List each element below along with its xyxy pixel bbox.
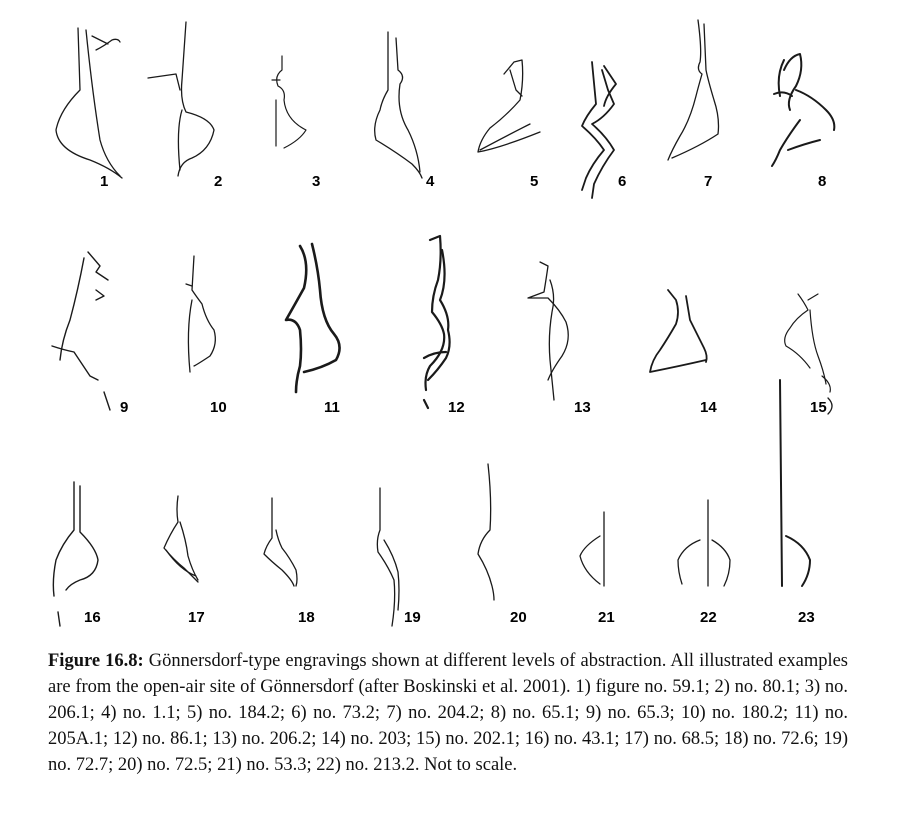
engraving-15 [785,294,831,392]
engraving-5 [478,60,540,152]
engraving-label: 4 [426,173,435,190]
engraving-label: 20 [510,609,527,626]
engraving-20 [478,464,494,600]
engraving-label: 21 [598,609,615,626]
engraving-label: 22 [700,609,717,626]
engraving-label: 1 [100,173,109,190]
engraving-19 [377,488,399,626]
engraving-17 [164,496,198,582]
engraving-7 [668,20,719,160]
engraving-label: 6 [618,173,627,190]
engraving-12 [424,236,450,408]
engraving-label: 8 [818,173,827,190]
engraving-label: 23 [798,609,815,626]
engraving-label: 7 [704,173,713,190]
engraving-label: 13 [574,399,591,416]
engraving-3 [272,56,306,148]
engraving-23 [780,380,810,586]
engraving-label: 3 [312,173,321,190]
engraving-16 [53,482,98,626]
engraving-label: 16 [84,609,101,626]
engraving-8 [772,54,834,166]
engraving-label: 17 [188,609,205,626]
engraving-label: 10 [210,399,227,416]
engraving-label: 12 [448,399,465,416]
engraving-label: 5 [530,173,539,190]
engraving-18 [264,498,297,586]
engraving-label: 11 [324,399,340,416]
engraving-11 [286,244,340,392]
engraving-label: 19 [404,609,421,626]
engraving-14 [650,290,707,372]
engraving-4 [375,32,422,178]
engraving-label: 9 [120,399,129,416]
engraving-10 [186,256,215,372]
engraving-label: 15 [810,399,827,416]
engraving-13 [528,262,568,400]
engraving-22 [678,500,730,586]
engraving-6 [582,62,616,198]
bracket-mark [828,398,832,414]
engraving-2 [148,22,214,176]
engraving-label: 2 [214,173,223,190]
caption-label: Figure 16.8: [48,651,144,671]
figure-caption [48,648,848,778]
engraving-9 [52,252,110,410]
engraving-21 [580,512,604,586]
engraving-label: 18 [298,609,315,626]
engraving-label: 14 [700,399,717,416]
caption-text: Gönnersdorf-type engravings shown at different levels of abstraction. All illustrated examples are from the open-air site of Gönnersdorf (after Boskinski et al. 2001). 1) figure no. 59.1; 2) no. 80.1; 3) no. 206.1; 4) no. 1.1; 5) no. 184.2; 6) no. 73.2; 7) no. 204.2; 8) no. 65.1; 9) no. 65.3; 10) no. 180.2; 11) no. 205A.1; 12) no. 86.1; 13) no. 206.2; 14) no. 203; 15) no. 202.1; 16) no. 43.1; 17) no. 68.5; 18) no. 72.6; 19) no. 72.7; 20) no. 72.5; 21) no. 53.3; 22) no. 213.2. Not to scale. [48,651,849,775]
engraving-1 [56,28,122,178]
